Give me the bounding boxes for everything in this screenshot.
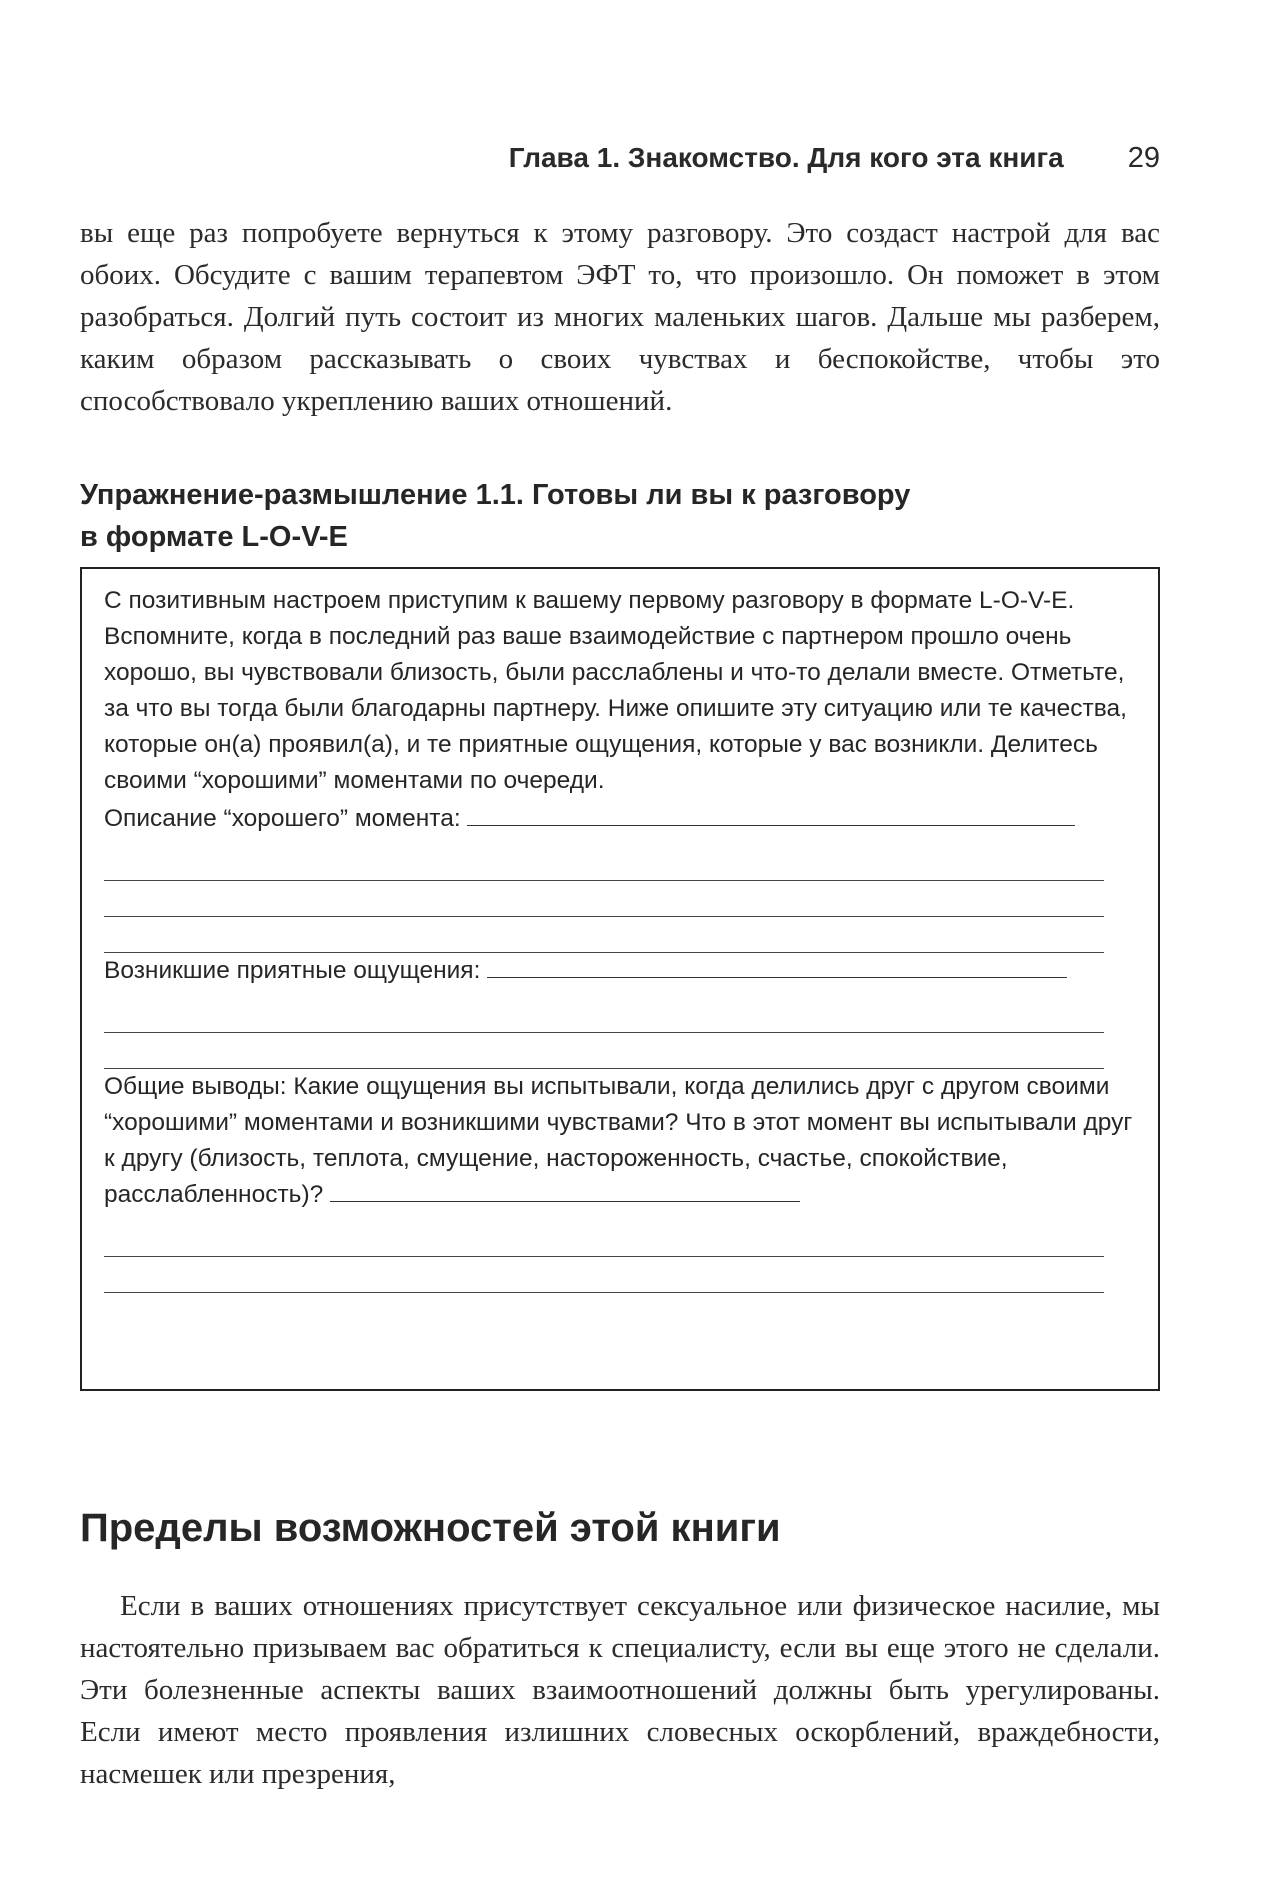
moment-prompt: Описание “хорошего” момента:	[104, 805, 461, 832]
conclusions-prompt: Общие выводы: Какие ощущения вы испытывали, когда делились друг с другом своими “хорошими” моментами и возникшими чувствами? Что в этот момент вы испытывали друг к другу (близость, теплота, смущение, настороженность, счастье, спокойствие, расслабленность)?	[104, 1073, 1133, 1208]
moment-line-2[interactable]	[104, 881, 1104, 917]
conclusions-lines	[104, 1221, 1136, 1293]
conclusions-line-2[interactable]	[104, 1257, 1104, 1293]
section-heading: Пределы возможностей этой книги	[80, 1506, 781, 1550]
feelings-prompt: Возникшие приятные ощущения:	[104, 957, 481, 984]
running-head	[80, 142, 1160, 175]
page-number: 29	[1127, 142, 1160, 174]
moment-line-1[interactable]	[104, 845, 1104, 881]
conclusions-line-1[interactable]	[104, 1221, 1104, 1257]
moment-lines	[104, 845, 1136, 953]
exercise-title-line-1: Упражнение-размышление 1.1. Готовы ли вы к разговору	[80, 479, 911, 511]
moment-line-3[interactable]	[104, 917, 1104, 953]
feelings-prompt-row	[104, 953, 1136, 989]
conclusions-blank[interactable]	[330, 1200, 800, 1202]
exercise-title-line-2: в формате L-O-V-E	[80, 521, 348, 553]
intro-paragraph: вы еще раз попробуете вернуться к этому разговору. Это создаст настрой для вас обоих. Обсудите с вашим терапевтом ЭФТ то, что произошло. Он поможет в этом разобраться. Долгий путь состоит из многих маленьких шагов. Дальше мы разберем, каким образом рассказывать о своих чувствах и беспокойстве, чтобы это способствовало укреплению ваших отношений.	[80, 217, 1160, 417]
feelings-blank[interactable]	[487, 976, 1067, 978]
moment-prompt-row	[104, 801, 1136, 837]
feelings-line-1[interactable]	[104, 997, 1104, 1033]
feelings-line-2[interactable]	[104, 1033, 1104, 1069]
exercise-title	[80, 474, 1080, 558]
section-paragraph: Если в ваших отношениях присутствует сексуальное или физическое насилие, мы настоятельно призываем вас обратиться к специалисту, если вы еще этого не сделали. Эти болезненные аспекты ваших взаимоотношений должны быть урегулированы. Если имеют место проявления излишних словесных оскорблений, враждебности, насмешек или презрения,	[80, 1590, 1160, 1790]
exercise-instructions: С позитивным настроем приступим к вашему первому разговору в формате L-O-V-E. Вспомните, когда в последний раз ваше взаимодействие с партнером прошло очень хорошо, вы чувствовали близость, были расслаблены и что-то делали вместе. Отметьте, за что вы тогда были благодарны партнеру. Ниже опишите эту ситуацию или те качества, которые он(а) проявил(а), и те приятные ощущения, которые у вас возникли. Делитесь своими “хорошими” моментами по очереди.	[104, 587, 1127, 794]
chapter-title: Глава 1. Знакомство. Для кого эта книга	[508, 142, 1064, 173]
exercise-box	[80, 567, 1160, 1391]
conclusions-prompt-row	[104, 1069, 1136, 1213]
feelings-lines	[104, 997, 1136, 1069]
moment-blank[interactable]	[467, 824, 1075, 826]
